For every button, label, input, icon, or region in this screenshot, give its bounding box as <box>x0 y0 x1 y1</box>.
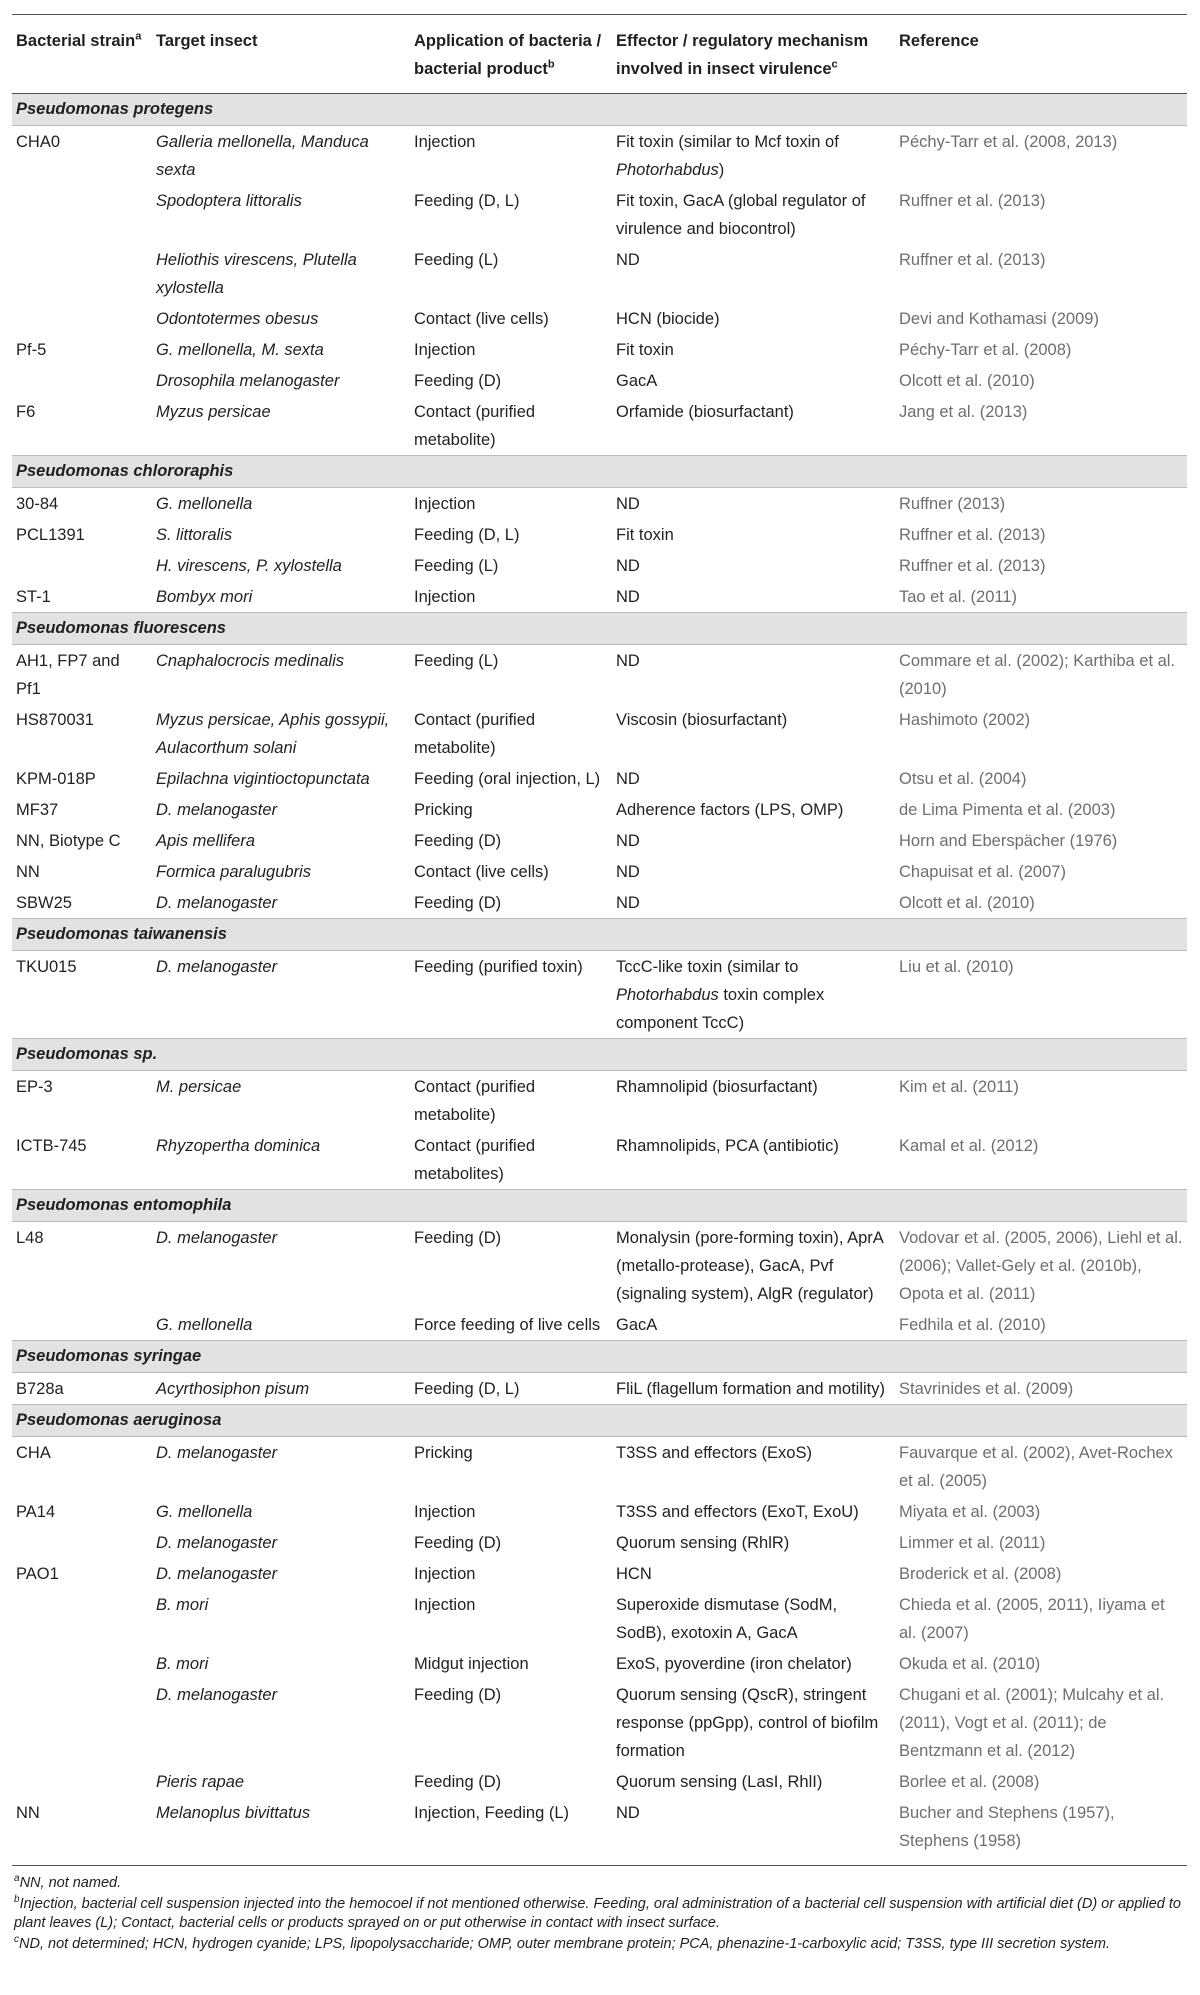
strain-cell: CHA <box>16 1444 51 1462</box>
insect-cell: Melanoplus bivittatus <box>152 1797 410 1866</box>
application-cell: Feeding (D) <box>414 1773 502 1791</box>
effector-text: ExoS, pyoverdine (iron chelator) <box>616 1655 852 1673</box>
reference-cell: Jang et al. (2013) <box>899 403 1028 421</box>
application-cell: Contact (purified metabolite) <box>414 403 536 449</box>
reference-cell: Borlee et al. (2008) <box>899 1773 1040 1791</box>
application-cell: Injection <box>414 495 476 513</box>
species-name: Pseudomonas taiwanensis <box>12 919 1187 951</box>
insect-cell: D. melanogaster <box>156 1229 278 1247</box>
footnote-mark: b <box>14 1894 20 1906</box>
table-row <box>12 581 1187 613</box>
table-row <box>12 887 1187 919</box>
strain-cell <box>12 1589 152 1648</box>
insect-cell: D. melanogaster <box>156 1565 278 1583</box>
table-row <box>12 1496 1187 1527</box>
insect-cell: Epilachna vigintioctopunctata <box>156 770 370 788</box>
effector-cell <box>612 1648 895 1679</box>
footnote <box>14 1874 1187 1893</box>
effector-cell <box>612 1130 895 1190</box>
insect-cell: Apis mellifera <box>156 832 256 850</box>
reference-cell: Devi and Kothamasi (2009) <box>899 310 1099 328</box>
effector-cell <box>612 185 895 244</box>
table-row <box>12 1558 1187 1589</box>
table-row <box>12 1527 1187 1558</box>
column-header-label: Target insect <box>156 32 258 50</box>
application-cell: Midgut injection <box>414 1655 529 1673</box>
table-row <box>12 1797 1187 1866</box>
effector-cell <box>612 334 895 365</box>
effector-text: Adherence factors (LPS, OMP) <box>616 801 844 819</box>
effector-text: HCN <box>616 1565 652 1583</box>
insect-cell: G. mellonella <box>156 1316 253 1334</box>
table-body <box>12 94 1187 1866</box>
table-row <box>12 825 1187 856</box>
strain-cell: F6 <box>16 403 36 421</box>
table-row <box>12 1309 1187 1341</box>
application-cell: Force feeding of live cells <box>414 1316 601 1334</box>
table-row <box>12 704 1187 763</box>
strain-cell: NN <box>16 863 40 881</box>
reference-cell: Okuda et al. (2010) <box>899 1655 1041 1673</box>
strain-cell <box>12 1648 152 1679</box>
reference-cell: Ruffner et al. (2013) <box>899 251 1046 269</box>
reference-cell: Olcott et al. (2010) <box>899 372 1035 390</box>
reference-cell: Otsu et al. (2004) <box>899 770 1027 788</box>
strain-cell: MF37 <box>16 801 59 819</box>
reference-cell: Vodovar et al. (2005, 2006), Liehl et al. (2006); Vallet-Gely et al. (2010b), Opota et al. (2011) <box>899 1229 1183 1303</box>
effector-cell <box>612 645 895 705</box>
insect-cell: D. melanogaster <box>156 958 278 976</box>
table-row <box>12 365 1187 396</box>
effector-text: ND <box>616 832 640 850</box>
application-cell: Pricking <box>414 1444 473 1462</box>
insect-cell: Galleria mellonella, Manduca sexta <box>156 133 369 179</box>
strain-cell: SBW25 <box>16 894 72 912</box>
effector-cell <box>612 1437 895 1497</box>
reference-cell: Fauvarque et al. (2002), Avet-Rochex et al. (2005) <box>899 1444 1173 1490</box>
insect-cell: Acyrthosiphon pisum <box>156 1380 310 1398</box>
table-row <box>12 951 1187 1039</box>
strain-cell: PCL1391 <box>16 526 85 544</box>
footnote-mark: c <box>14 1934 19 1946</box>
effector-cell <box>612 244 895 303</box>
effector-cell <box>612 1797 895 1866</box>
insect-cell: Bombyx mori <box>156 588 253 606</box>
application-cell: Feeding (D) <box>414 372 502 390</box>
column-header <box>12 15 152 94</box>
effector-cell <box>612 1309 895 1341</box>
species-name: Pseudomonas syringae <box>12 1341 1187 1373</box>
effector-text: Fit toxin (similar to Mcf toxin of <box>616 133 839 151</box>
effector-cell <box>612 396 895 456</box>
strain-cell: Pf-5 <box>16 341 47 359</box>
effector-text: GacA <box>616 1316 658 1334</box>
effector-cell <box>612 126 895 186</box>
application-cell: Contact (live cells) <box>414 310 549 328</box>
virulence-table <box>12 14 1187 1866</box>
strain-cell: KPM-018P <box>16 770 96 788</box>
effector-cell <box>612 581 895 613</box>
effector-text: Orfamide (biosurfactant) <box>616 403 794 421</box>
application-cell: Feeding (D) <box>414 1686 502 1704</box>
effector-text: ND <box>616 894 640 912</box>
application-cell: Feeding (L) <box>414 557 499 575</box>
effector-text: ND <box>616 251 640 269</box>
column-header-label: Effector / regulatory mechanism involved in insect virulence <box>616 32 869 78</box>
effector-text: HCN (biocide) <box>616 310 720 328</box>
application-cell: Contact (purified metabolites) <box>414 1137 536 1183</box>
effector-text: Quorum sensing (RhlR) <box>616 1534 790 1552</box>
effector-cell <box>612 550 895 581</box>
effector-text: ND <box>616 863 640 881</box>
table-row <box>12 794 1187 825</box>
table-row <box>12 1589 1187 1648</box>
reference-cell: Commare et al. (2002); Karthiba et al. (2010) <box>899 652 1176 698</box>
reference-cell: Limmer et al. (2011) <box>899 1534 1046 1552</box>
species-name: Pseudomonas entomophila <box>12 1190 1187 1222</box>
effector-cell <box>612 1222 895 1310</box>
table-row <box>12 763 1187 794</box>
effector-text: T3SS and effectors (ExoT, ExoU) <box>616 1503 859 1521</box>
effector-text: Photorhabdus <box>616 161 719 179</box>
reference-cell: Chieda et al. (2005, 2011), Iiyama et al. (2007) <box>899 1596 1165 1642</box>
application-cell: Feeding (D, L) <box>414 192 520 210</box>
footnote-text: Injection, bacterial cell suspension injected into the hemocoel if not mentioned otherwise. Feeding, oral administration of a bacterial cell suspension with artificial diet (D) or applied to plant leaves (L); Contact, bacterial cells or products sprayed on or put otherwise in contact with insect surface. <box>14 1896 1181 1931</box>
insect-cell: B. mori <box>156 1596 209 1614</box>
table-row <box>12 488 1187 520</box>
effector-text: toxin complex component TccC) <box>616 986 825 1032</box>
effector-text: ND <box>616 495 640 513</box>
strain-cell <box>12 1527 152 1558</box>
table-row <box>12 1437 1187 1497</box>
effector-cell <box>612 763 895 794</box>
footnote-mark: b <box>547 58 555 71</box>
application-cell: Feeding (L) <box>414 652 499 670</box>
species-group-row <box>12 1341 1187 1373</box>
table-row <box>12 244 1187 303</box>
table-container <box>12 14 1187 1956</box>
column-header <box>612 15 895 94</box>
application-cell: Pricking <box>414 801 473 819</box>
insect-cell: D. melanogaster <box>156 801 278 819</box>
table-row <box>12 396 1187 456</box>
insect-cell: G. mellonella <box>156 1503 253 1521</box>
footnotes <box>12 1874 1187 1954</box>
effector-text: Superoxide dismutase (SodM, SodB), exotoxin A, GacA <box>616 1596 838 1642</box>
effector-cell <box>612 1071 895 1131</box>
effector-cell <box>612 303 895 334</box>
application-cell: Injection, Feeding (L) <box>410 1797 612 1866</box>
effector-cell <box>612 1558 895 1589</box>
effector-text: Quorum sensing (LasI, RhlI) <box>616 1773 823 1791</box>
species-name: Pseudomonas aeruginosa <box>12 1405 1187 1437</box>
effector-text: ND <box>616 652 640 670</box>
effector-text: Photorhabdus <box>616 986 719 1004</box>
table-row <box>12 1222 1187 1310</box>
table-row <box>12 1648 1187 1679</box>
application-cell: Feeding (D, L) <box>414 526 520 544</box>
species-group-row <box>12 1405 1187 1437</box>
effector-cell <box>612 1679 895 1766</box>
effector-text: ND <box>616 1804 640 1822</box>
effector-text: GacA <box>616 372 658 390</box>
effector-text: Monalysin (pore-forming toxin), AprA (metallo-protease), GacA, Pvf (signaling system), AlgR (regulator) <box>616 1229 883 1303</box>
table-row <box>12 519 1187 550</box>
strain-cell: EP-3 <box>16 1078 53 1096</box>
application-cell: Feeding (L) <box>414 251 499 269</box>
insect-cell: G. mellonella <box>156 495 253 513</box>
effector-text: ND <box>616 770 640 788</box>
strain-cell: ST-1 <box>16 588 51 606</box>
insect-cell: Pieris rapae <box>156 1773 245 1791</box>
effector-cell <box>612 365 895 396</box>
effector-cell <box>612 1589 895 1648</box>
table-row <box>12 645 1187 705</box>
column-header <box>895 15 1187 94</box>
application-cell: Injection <box>414 1596 476 1614</box>
column-header-label: Bacterial strain <box>16 32 136 50</box>
effector-text: ) <box>718 161 725 179</box>
strain-cell <box>12 550 152 581</box>
strain-cell: TKU015 <box>16 958 77 976</box>
insect-cell: G. mellonella, M. sexta <box>156 341 324 359</box>
reference-cell: Broderick et al. (2008) <box>899 1565 1062 1583</box>
column-header <box>410 15 612 94</box>
reference-cell: Chapuisat et al. (2007) <box>899 863 1066 881</box>
reference-cell: Olcott et al. (2010) <box>899 894 1035 912</box>
effector-text: ND <box>616 557 640 575</box>
footnote <box>14 1935 1187 1954</box>
insect-cell: Spodoptera littoralis <box>156 192 302 210</box>
application-cell: Contact (purified metabolite) <box>414 1078 536 1124</box>
insect-cell: D. melanogaster <box>156 1686 278 1704</box>
effector-text: Rhamnolipids, PCA (antibiotic) <box>616 1137 839 1155</box>
column-header-label: Reference <box>899 32 979 50</box>
effector-text: T3SS and effectors (ExoS) <box>616 1444 812 1462</box>
insect-cell: D. melanogaster <box>156 1444 278 1462</box>
effector-text: Quorum sensing (QscR), stringent response (ppGpp), control of biofilm formation <box>616 1686 879 1760</box>
column-header <box>152 15 410 94</box>
table-row <box>12 303 1187 334</box>
effector-cell <box>612 794 895 825</box>
footnote-text: ND, not determined; HCN, hydrogen cyanide; LPS, lipopolysaccharide; OMP, outer membrane protein; PCA, phenazine-1-carboxylic acid; T3SS, type III secretion system. <box>19 1936 1110 1952</box>
effector-text: TccC-like toxin (similar to <box>616 958 799 976</box>
effector-text: FliL (flagellum formation and motility) <box>616 1380 885 1398</box>
effector-cell <box>612 1766 895 1797</box>
application-cell: Feeding (purified toxin) <box>414 958 583 976</box>
insect-cell: D. melanogaster <box>156 1534 278 1552</box>
application-cell: Feeding (D) <box>414 894 502 912</box>
reference-cell: Ruffner et al. (2013) <box>899 192 1046 210</box>
effector-cell <box>612 856 895 887</box>
effector-cell <box>612 825 895 856</box>
effector-text: Viscosin (biosurfactant) <box>616 711 788 729</box>
strain-cell: NN <box>12 1797 152 1866</box>
application-cell: Contact (live cells) <box>414 863 549 881</box>
strain-cell: PAO1 <box>16 1565 59 1583</box>
effector-cell <box>612 951 895 1039</box>
insect-cell: H. virescens, P. xylostella <box>156 557 342 575</box>
reference-cell: Horn and Eberspächer (1976) <box>899 832 1118 850</box>
insect-cell: D. melanogaster <box>156 894 278 912</box>
reference-cell: Tao et al. (2011) <box>899 588 1018 606</box>
table-row <box>12 856 1187 887</box>
insect-cell: Odontotermes obesus <box>156 310 319 328</box>
application-cell: Injection <box>414 1565 476 1583</box>
strain-cell: ICTB-745 <box>16 1137 87 1155</box>
effector-text: ND <box>616 588 640 606</box>
application-cell: Injection <box>414 341 476 359</box>
insect-cell: M. persicae <box>156 1078 242 1096</box>
effector-cell <box>612 519 895 550</box>
species-group-row <box>12 94 1187 126</box>
reference-cell: de Lima Pimenta et al. (2003) <box>899 801 1116 819</box>
strain-cell: NN, Biotype C <box>16 832 121 850</box>
species-name: Pseudomonas protegens <box>12 94 1187 126</box>
application-cell: Injection <box>414 588 476 606</box>
footnote <box>14 1895 1187 1933</box>
table-header <box>12 15 1187 94</box>
effector-cell <box>612 488 895 520</box>
insect-cell: Myzus persicae, Aphis gossypii, Aulacorthum solani <box>156 711 390 757</box>
insect-cell: Formica paralugubris <box>156 863 311 881</box>
strain-cell <box>12 1766 152 1797</box>
strain-cell: HS870031 <box>16 711 94 729</box>
footnote-mark: a <box>135 30 142 43</box>
application-cell: Feeding (D) <box>414 1534 502 1552</box>
table-row <box>12 550 1187 581</box>
insect-cell: Rhyzopertha dominica <box>156 1137 321 1155</box>
reference-cell: Miyata et al. (2003) <box>899 1503 1041 1521</box>
effector-text: Rhamnolipid (biosurfactant) <box>616 1078 818 1096</box>
footnote-text: NN, not named. <box>19 1875 122 1891</box>
effector-cell <box>612 887 895 919</box>
insect-cell: S. littoralis <box>156 526 233 544</box>
reference-cell: Hashimoto (2002) <box>899 711 1031 729</box>
reference-cell: Liu et al. (2010) <box>899 958 1014 976</box>
effector-text: Fit toxin, GacA (global regulator of virulence and biocontrol) <box>616 192 866 238</box>
species-name: Pseudomonas chlororaphis <box>12 456 1187 488</box>
table-row <box>12 1130 1187 1190</box>
effector-cell <box>612 1527 895 1558</box>
footnote-mark: a <box>14 1873 20 1885</box>
strain-cell: CHA0 <box>16 133 61 151</box>
effector-cell <box>612 704 895 763</box>
reference-cell: Bucher and Stephens (1957), Stephens (1958) <box>895 1797 1187 1866</box>
strain-cell: 30-84 <box>16 495 59 513</box>
reference-cell: Péchy-Tarr et al. (2008) <box>899 341 1072 359</box>
strain-cell <box>12 1679 152 1766</box>
strain-cell <box>12 244 152 303</box>
reference-cell: Fedhila et al. (2010) <box>899 1316 1046 1334</box>
species-name: Pseudomonas sp. <box>12 1039 1187 1071</box>
species-name: Pseudomonas fluorescens <box>12 613 1187 645</box>
species-group-row <box>12 1039 1187 1071</box>
application-cell: Feeding (D) <box>414 832 502 850</box>
effector-cell <box>612 1496 895 1527</box>
strain-cell: PA14 <box>16 1503 56 1521</box>
application-cell: Injection <box>414 133 476 151</box>
reference-cell: Stavrinides et al. (2009) <box>899 1380 1074 1398</box>
table-row <box>12 126 1187 186</box>
application-cell: Contact (purified metabolite) <box>414 711 536 757</box>
strain-cell: AH1, FP7 and Pf1 <box>16 652 120 698</box>
insect-cell: Heliothis virescens, Plutella xylostella <box>156 251 357 297</box>
effector-cell <box>612 1373 895 1405</box>
application-cell: Feeding (oral injection, L) <box>414 770 601 788</box>
strain-cell <box>12 1309 152 1341</box>
strain-cell <box>12 185 152 244</box>
insect-cell: Drosophila melanogaster <box>156 372 340 390</box>
insect-cell: Myzus persicae <box>156 403 271 421</box>
reference-cell: Ruffner (2013) <box>899 495 1006 513</box>
table-row <box>12 1071 1187 1131</box>
application-cell: Feeding (D, L) <box>414 1380 520 1398</box>
species-group-row <box>12 613 1187 645</box>
table-row <box>12 334 1187 365</box>
strain-cell <box>12 303 152 334</box>
strain-cell <box>12 365 152 396</box>
application-cell: Feeding (D) <box>414 1229 502 1247</box>
footnote-mark: c <box>831 58 838 71</box>
effector-text: Fit toxin <box>616 526 674 544</box>
table-row <box>12 1766 1187 1797</box>
effector-text: Fit toxin <box>616 341 674 359</box>
insect-cell: Cnaphalocrocis medinalis <box>156 652 345 670</box>
reference-cell: Ruffner et al. (2013) <box>899 557 1046 575</box>
species-group-row <box>12 456 1187 488</box>
species-group-row <box>12 1190 1187 1222</box>
strain-cell: L48 <box>16 1229 44 1247</box>
application-cell: Injection <box>414 1503 476 1521</box>
reference-cell: Ruffner et al. (2013) <box>899 526 1046 544</box>
species-group-row <box>12 919 1187 951</box>
strain-cell: B728a <box>16 1380 64 1398</box>
table-row <box>12 1679 1187 1766</box>
reference-cell: Kim et al. (2011) <box>899 1078 1019 1096</box>
table-row <box>12 1373 1187 1405</box>
reference-cell: Kamal et al. (2012) <box>899 1137 1039 1155</box>
column-header-label: Application of bacteria / bacterial product <box>414 32 602 78</box>
insect-cell: B. mori <box>156 1655 209 1673</box>
reference-cell: Chugani et al. (2001); Mulcahy et al. (2011), Vogt et al. (2011); de Bentzmann et al. (2012) <box>899 1686 1165 1760</box>
reference-cell: Péchy-Tarr et al. (2008, 2013) <box>899 133 1118 151</box>
table-row <box>12 185 1187 244</box>
